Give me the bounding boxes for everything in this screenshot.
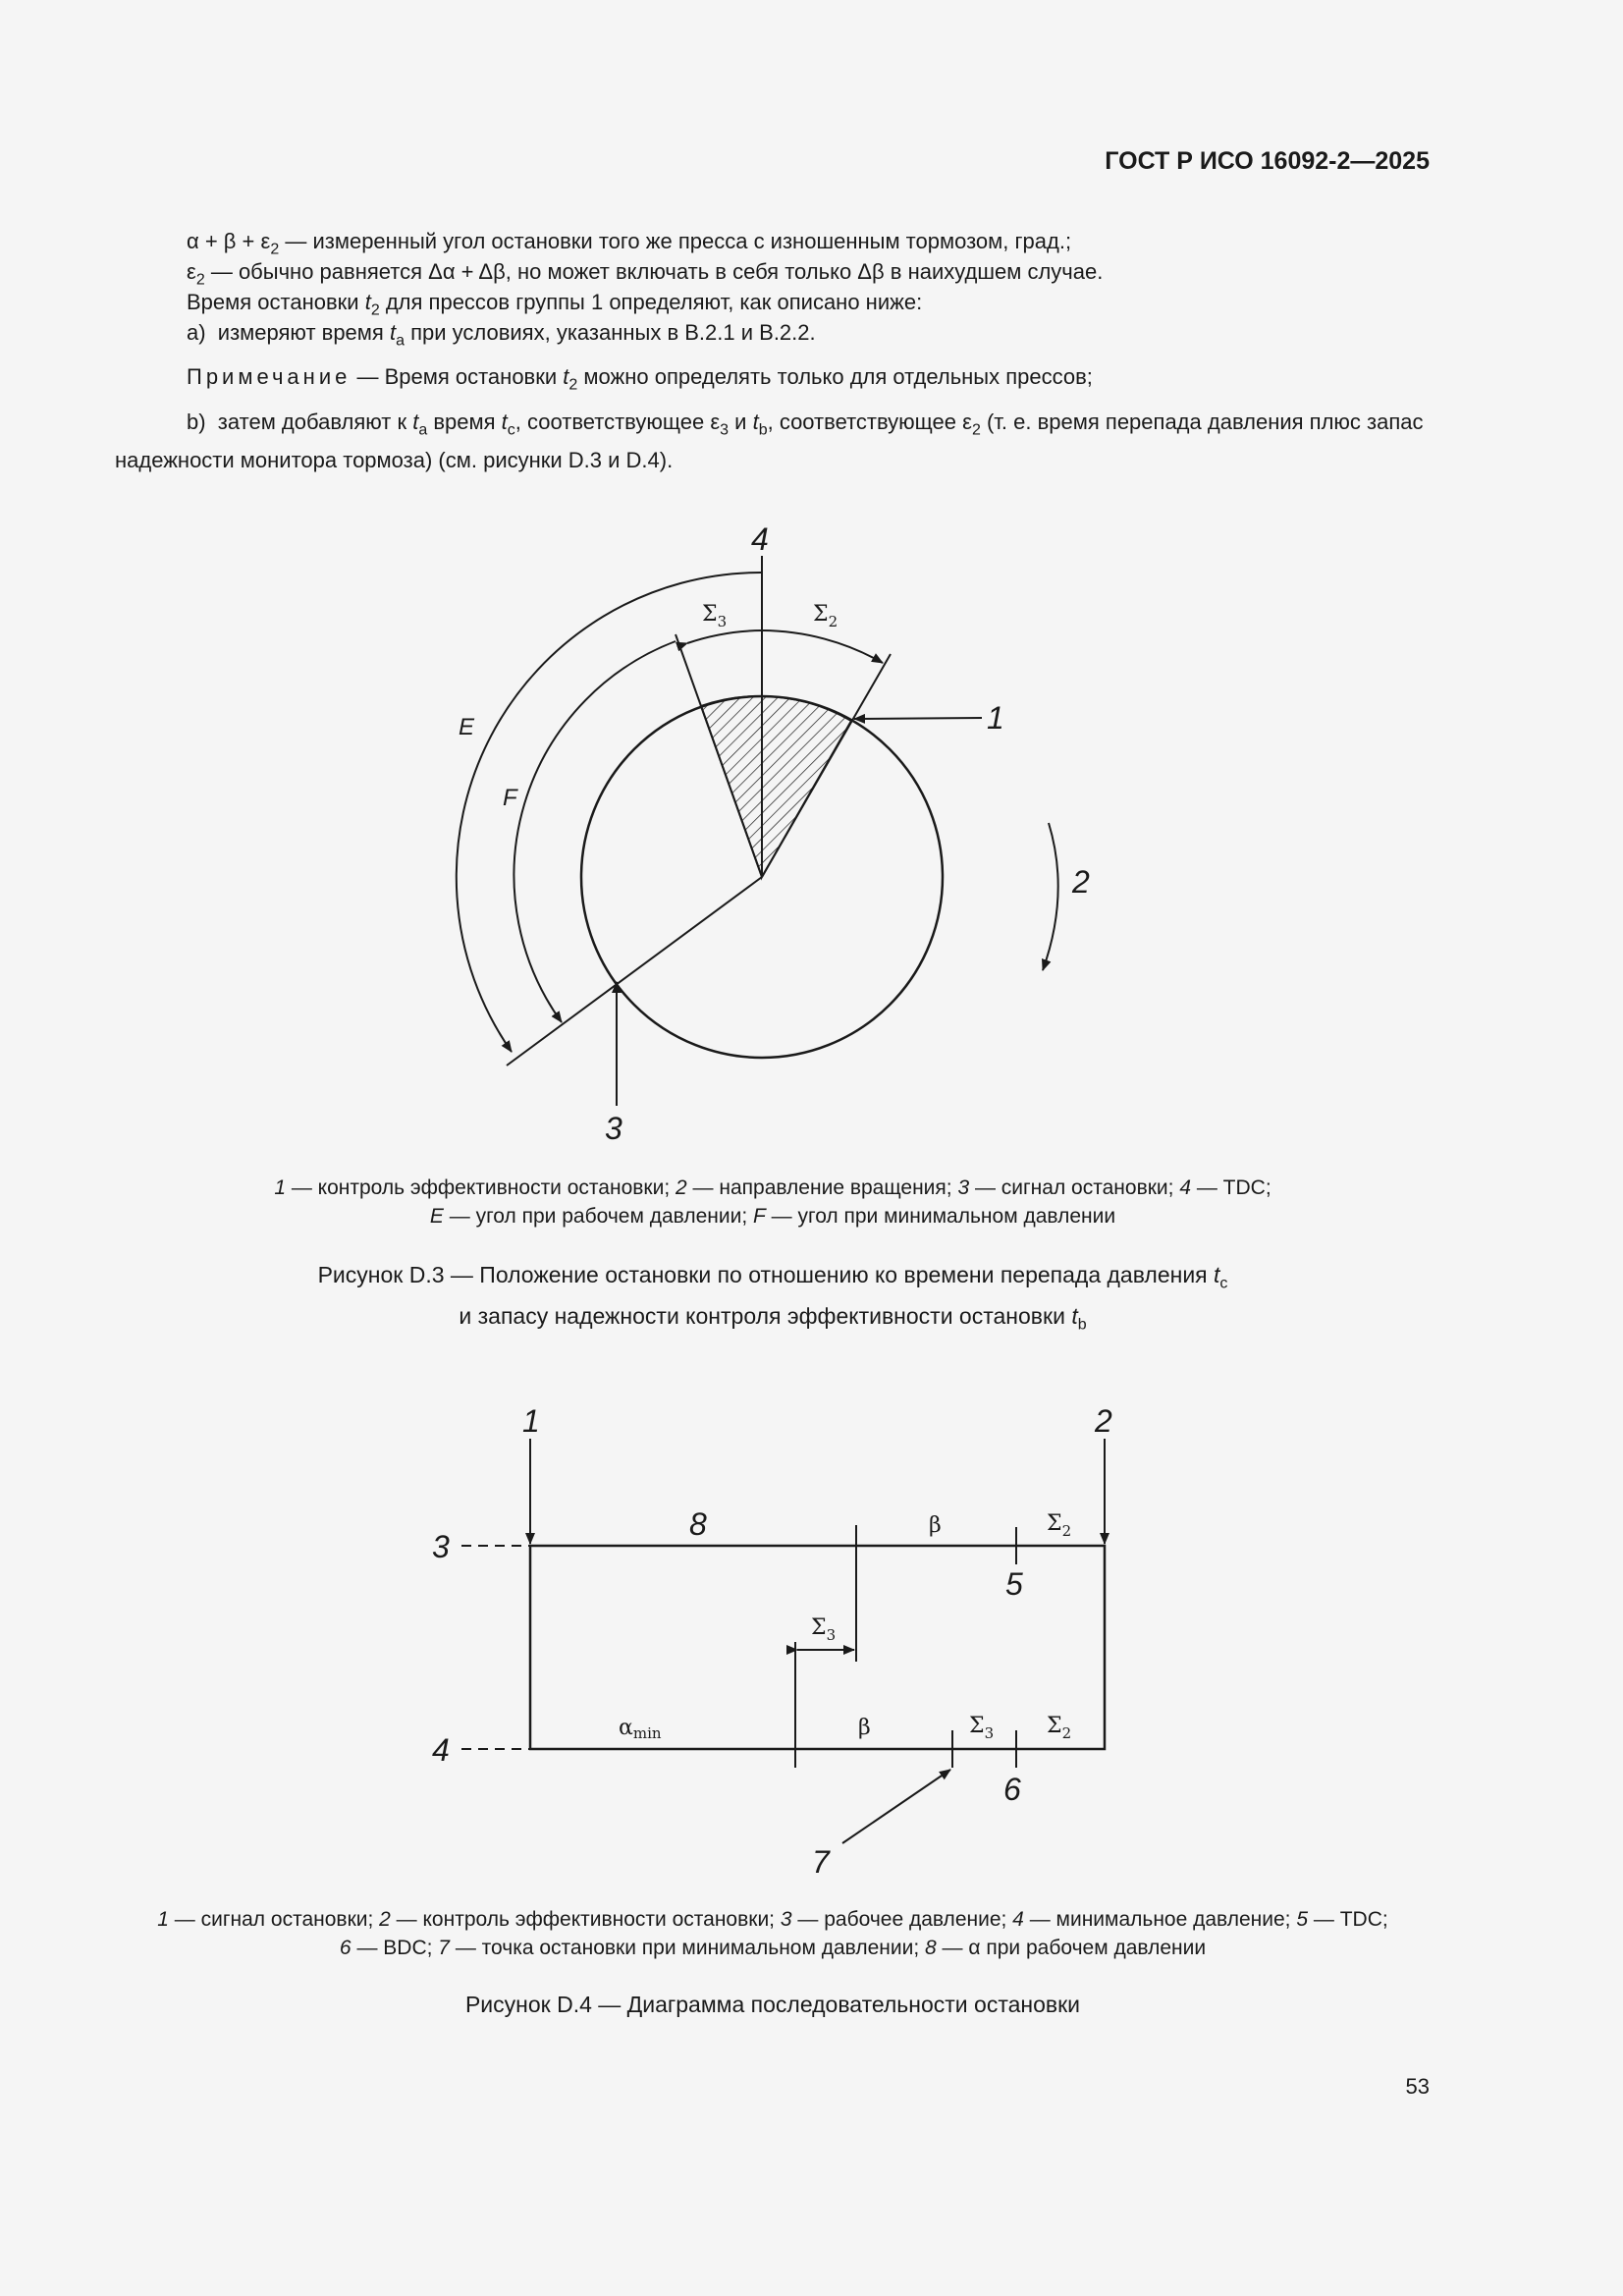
d4-sigma3-dim: $\Sigma_3$: [811, 1615, 837, 1644]
figure3-legend-line2: E — угол при рабочем давлении; F — угол при минимальном давлении: [429, 1205, 1116, 1228]
label-3: 3: [605, 1111, 622, 1146]
d4-label-3: 3: [432, 1529, 450, 1564]
label-sigma2: $\Sigma_2$: [813, 602, 839, 630]
note-paragraph: Примечание — Время остановки $t_2$ можно определять только для отдельных прессов;: [187, 364, 1093, 394]
label-1: 1: [987, 700, 1004, 736]
d4-label-2: 2: [1095, 1403, 1112, 1439]
document-header: ГОСТ Р ИСО 16092-2—2025: [1105, 147, 1430, 175]
figure3-caption: [115, 1259, 1431, 1340]
arc-e: [457, 573, 762, 1052]
label-4: 4: [751, 521, 769, 557]
hatched-sector-sigma2: [762, 696, 851, 877]
leader-7: [842, 1770, 950, 1843]
d4-sigma3-bottom: $\Sigma_3$: [969, 1714, 995, 1742]
text-line-2: $\varepsilon_2$ — обычно равняется Δα + Δβ, но может включать в себя только Δβ в наихудшем случае.: [187, 259, 1104, 289]
label-f: F: [503, 785, 517, 811]
note-label: Примечание: [187, 364, 352, 389]
figure-d3-drawing: [457, 521, 1090, 1146]
arc-f: [514, 641, 676, 1022]
sigma2-arc: [762, 630, 883, 663]
d4-label-4: 4: [432, 1732, 450, 1768]
d4-sigma2-bottom: $\Sigma_2$: [1047, 1714, 1072, 1742]
figure4-legend: [115, 1905, 1431, 1962]
text-line-3: Время остановки $t_2$ для прессов группы 1 определяют, как описано ниже:: [187, 290, 923, 319]
d4-label-7: 7: [812, 1844, 830, 1880]
text-line-5: b) затем добавляют к $t_a$ время $t_c$, соответствующее $\varepsilon_3$ и $t_b$, соответствующее $\varepsilon_2$ (т. е. время перепада давления плюс запас надежности монитора тормоза) (см. рисунки D.3 и D.4).: [115, 410, 1424, 473]
page-number: 53: [1405, 2074, 1430, 2099]
figure-d4-drawing: [432, 1403, 1112, 1880]
text-line-1: $\alpha + \beta + \varepsilon_2$ — измеренный угол остановки того же пресса с изношенным тормозом, град.;: [187, 229, 1072, 258]
d4-beta-top: β: [929, 1513, 942, 1538]
d4-label-8: 8: [689, 1506, 707, 1542]
label-2: 2: [1072, 864, 1090, 900]
d4-label-6: 6: [1003, 1772, 1021, 1807]
figure4-legend-line2: 6 — BDC; 7 — точка остановки при минимальном давлении; 8 — α при рабочем давлении: [339, 1937, 1207, 1959]
d4-beta-bottom: β: [858, 1716, 871, 1740]
figure4-legend-line1: 1 — сигнал остановки; 2 — контроль эффективности остановки; 3 — рабочее давление; 4 — минимальное давление; 5 — TDC;: [157, 1908, 1388, 1931]
text-line-4: a) измеряют время $t_a$ при условиях, указанных в B.2.1 и B.2.2.: [187, 320, 816, 350]
d4-label-5: 5: [1005, 1566, 1023, 1602]
figure4-caption: Рисунок D.4 — Диаграмма последовательности остановки: [464, 1992, 1081, 2017]
stop-signal-line: [507, 877, 762, 1066]
leader-1: [854, 718, 982, 719]
rotation-arrow: [1043, 823, 1058, 970]
d4-label-1: 1: [522, 1403, 540, 1439]
figure3-caption-line1: Рисунок D.3 — Положение остановки по отношению ко времени перепада давления $t_c$: [317, 1262, 1228, 1292]
label-sigma3: $\Sigma_3$: [702, 602, 728, 630]
label-e: E: [459, 714, 475, 740]
sigma3-arc: [687, 630, 762, 643]
figure3-legend: [115, 1174, 1431, 1230]
figure3-legend-line1: 1 — контроль эффективности остановки; 2 — направление вращения; 3 — сигнал остановки; 4 — TDC;: [274, 1176, 1271, 1199]
d4-alpha-min: αmin: [619, 1716, 662, 1742]
figure3-caption-line2: и запасу надежности контроля эффективности остановки $t_b$: [459, 1302, 1087, 1334]
d4-sigma2-top: $\Sigma_2$: [1047, 1511, 1072, 1540]
